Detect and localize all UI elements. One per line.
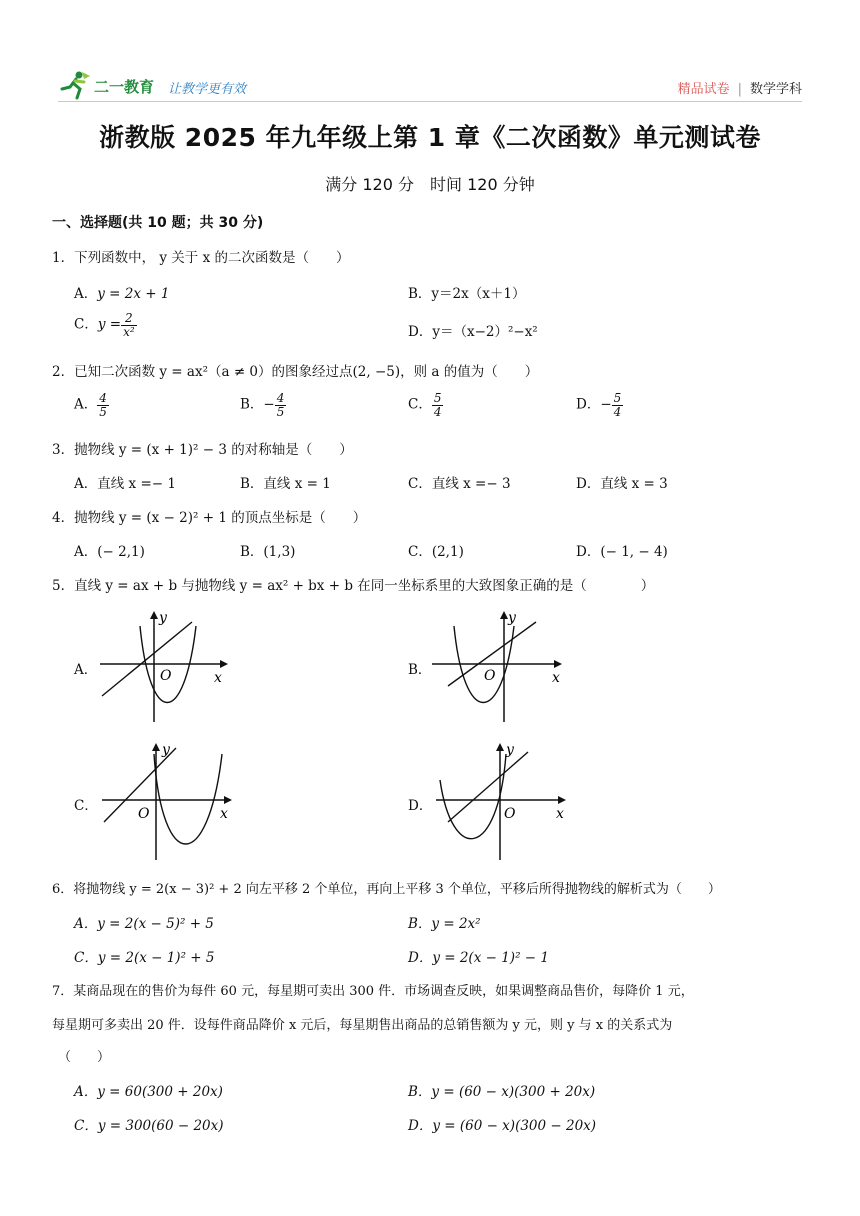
y-label: y	[508, 610, 516, 626]
brand-slogan: 让教学更有效	[168, 82, 247, 97]
q6-option-c: C．y = 2(x − 1)² + 5	[74, 950, 215, 966]
q3-option-a: A．直线 x =− 1	[74, 476, 176, 492]
q2-option-c: C． $\frac{5}{4}$	[408, 391, 442, 419]
x-label: x	[556, 806, 564, 822]
q4-option-d: D．(− 1, − 4)	[576, 544, 668, 560]
x-axis-arrow-icon	[224, 796, 232, 804]
origin-label: O	[138, 806, 150, 822]
parabola-graph	[154, 754, 222, 844]
y-axis-arrow-icon	[500, 611, 508, 619]
q4-option-b: B．(1,3)	[240, 544, 296, 560]
question-7-stem-line3: （ ）	[58, 1050, 111, 1065]
q1-option-c: C．y = $\frac{2}{\text{x²}}$	[74, 311, 135, 339]
q1-option-a: A．y = 2x + 1	[74, 286, 170, 302]
y-axis-arrow-icon	[496, 743, 504, 751]
line-graph	[102, 622, 192, 696]
q6-option-a: A．y = 2(x − 5)² + 5	[74, 916, 214, 932]
q5-graph-b	[428, 608, 568, 726]
q6-option-d: D．y = 2(x − 1)² − 1	[408, 950, 549, 966]
runner-logo-icon	[58, 70, 92, 100]
x-label: x	[552, 670, 560, 686]
y-axis-arrow-icon	[150, 611, 158, 619]
brand-logo	[58, 70, 278, 104]
page-title: 浙教版 2025 年九年级上第 1 章《二次函数》单元测试卷	[99, 123, 761, 152]
header-rule	[58, 101, 802, 102]
q4-option-a: A．(− 2,1)	[74, 544, 145, 560]
x-label: x	[220, 806, 228, 822]
header-right	[678, 78, 802, 97]
q5-option-c: C．	[74, 798, 98, 814]
q1-option-b: B．y＝2x（x＋1）	[408, 286, 526, 302]
question-4-stem: 4．抛物线 y = (x − 2)² + 1 的顶点坐标是（ ）	[52, 510, 367, 526]
section-heading: 一、选择题(共 10 题；共 30 分)	[52, 215, 264, 231]
q3-option-b: B．直线 x = 1	[240, 476, 331, 492]
y-label: y	[162, 742, 170, 758]
page-subtitle: 满分 120 分 时间 120 分钟	[325, 175, 535, 194]
q4-option-c: C．(2,1)	[408, 544, 464, 560]
header-separator: |	[737, 82, 742, 97]
y-axis-arrow-icon	[152, 743, 160, 751]
question-5-stem: 5．直线 y = ax + b 与抛物线 y = ax² + bx + b 在同一坐标系里的大致图象正确的是（ ）	[52, 578, 655, 594]
q5-option-a: A．	[74, 662, 98, 678]
x-axis-arrow-icon	[558, 796, 566, 804]
q3-option-d: D．直线 x = 3	[576, 476, 668, 492]
q7-option-a: A．y = 60(300 + 20x)	[74, 1084, 223, 1100]
y-label: y	[159, 610, 167, 626]
y-label: y	[506, 742, 514, 758]
x-label: x	[214, 670, 222, 686]
question-2-stem: 2．已知二次函数 y = ax²（a ≠ 0）的图象经过点(2, −5)，则 a 的值为（ ）	[52, 364, 539, 380]
q7-option-d: D．y = (60 − x)(300 − 20x)	[408, 1118, 597, 1134]
q7-option-b: B．y = (60 − x)(300 + 20x)	[408, 1084, 596, 1100]
q5-graph-a	[96, 608, 232, 726]
x-axis-arrow-icon	[220, 660, 228, 668]
q5-graph-d	[432, 740, 572, 864]
q2-option-b: B．− $\frac{4}{5}$	[240, 391, 285, 419]
parabola-graph	[440, 754, 506, 839]
q2-option-a: A． $\frac{4}{5}$	[74, 391, 107, 419]
q5-option-b: B．	[408, 662, 432, 678]
line-graph	[448, 752, 528, 822]
origin-label: O	[484, 668, 496, 684]
question-1-stem: 1．下列函数中， y 关于 x 的二次函数是（ ）	[52, 250, 350, 266]
brand-name: 二一教育	[94, 78, 155, 96]
subject-label: 数学学科	[749, 82, 802, 97]
question-6-stem: 6．将抛物线 y = 2(x − 3)² + 2 向左平移 2 个单位，再向上平移 3 个单位，平移后所得抛物线的解析式为（ ）	[52, 882, 721, 897]
origin-label: O	[160, 668, 172, 684]
q1-option-d: D．y＝（x−2）²−x²	[408, 324, 538, 340]
q7-option-c: C．y = 300(60 − 20x)	[74, 1118, 224, 1134]
q3-option-c: C．直线 x =− 3	[408, 476, 511, 492]
origin-label: O	[504, 806, 516, 822]
q5-option-d: D．	[408, 798, 433, 814]
x-axis-arrow-icon	[554, 660, 562, 668]
q5-graph-c	[98, 740, 238, 864]
q6-option-b: B．y = 2x²	[408, 916, 481, 932]
question-7-stem-line2: 每星期可多卖出 20 件．设每件商品降价 x 元后，每星期售出商品的总销售额为 y 元，则 y 与 x 的关系式为	[52, 1018, 673, 1033]
premium-tag: 精品试卷	[677, 82, 730, 97]
question-7-stem-line1: 7．某商品现在的售价为每件 60 元，每星期可卖出 300 件．市场调查反映，如果调整商品售价，每降价 1 元，	[52, 984, 694, 999]
question-3-stem: 3．抛物线 y = (x + 1)² − 3 的对称轴是（ ）	[52, 442, 353, 458]
q2-option-d: D．− $\frac{5}{4}$	[576, 391, 622, 419]
